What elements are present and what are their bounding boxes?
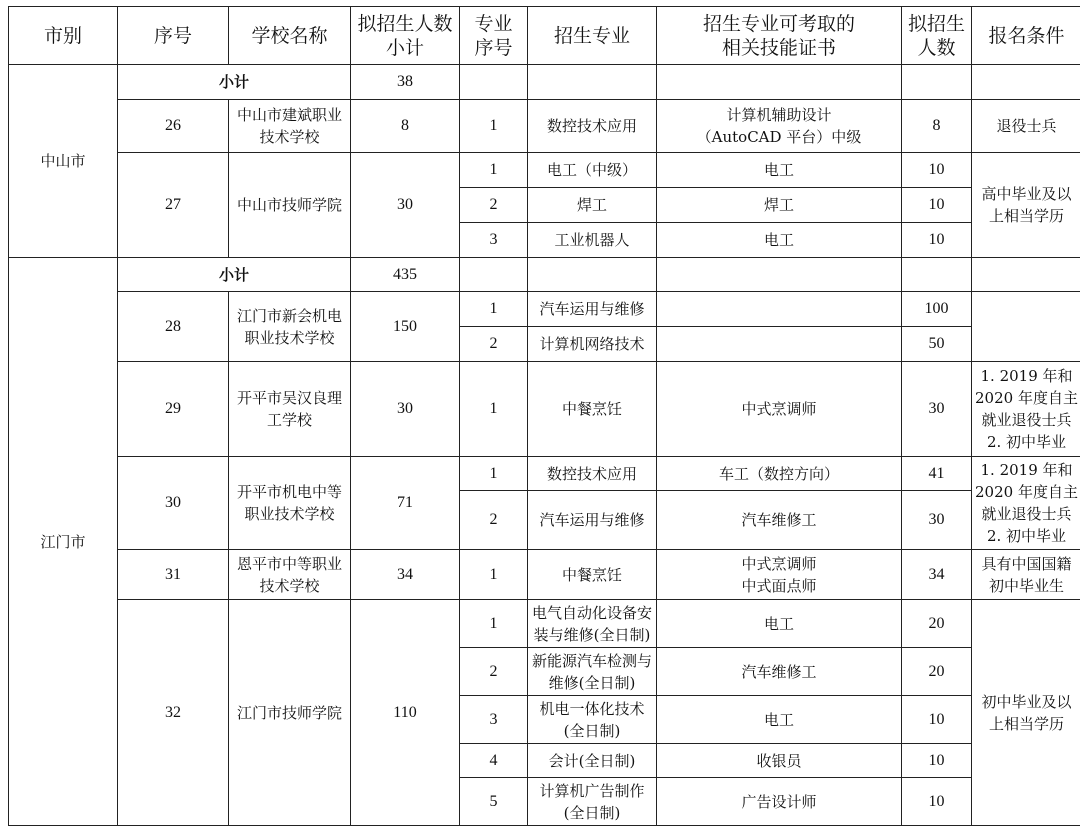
table-row <box>9 457 1080 491</box>
plan-cell: 41 <box>902 457 972 491</box>
seq-cell: 30 <box>118 457 229 550</box>
plan-cell: 10 <box>902 188 972 223</box>
plan-cell: 20 <box>902 648 972 696</box>
major-no: 3 <box>460 696 528 744</box>
major-name: 电气自动化设备安 装与维修(全日制) <box>528 600 657 648</box>
cert-cell <box>657 327 902 362</box>
major-name: 汽车运用与维修 <box>528 491 657 550</box>
header-major-seq: 专业 序号 <box>460 7 528 65</box>
school-name: 江门市新会机电 职业技术学校 <box>229 292 351 362</box>
plan-cell: 10 <box>902 744 972 778</box>
seq-cell: 26 <box>118 100 229 153</box>
table-row <box>9 292 1080 327</box>
major-no: 2 <box>460 491 528 550</box>
plan-total: 110 <box>351 600 460 826</box>
cert-cell: 电工 <box>657 153 902 188</box>
plan-total: 30 <box>351 362 460 457</box>
seq-cell: 28 <box>118 292 229 362</box>
major-name: 汽车运用与维修 <box>528 292 657 327</box>
cert-cell: 焊工 <box>657 188 902 223</box>
major-no: 1 <box>460 100 528 153</box>
plan-cell: 30 <box>902 491 972 550</box>
major-name: 计算机广告制作 (全日制) <box>528 778 657 826</box>
major-name: 计算机网络技术 <box>528 327 657 362</box>
major-no: 2 <box>460 188 528 223</box>
major-no: 4 <box>460 744 528 778</box>
enrollment-table <box>8 6 1080 826</box>
plan-cell: 50 <box>902 327 972 362</box>
table-row <box>9 600 1080 648</box>
cert-cell: 收银员 <box>657 744 902 778</box>
major-name: 新能源汽车检测与 维修(全日制) <box>528 648 657 696</box>
plan-total: 30 <box>351 153 460 258</box>
plan-cell: 10 <box>902 153 972 188</box>
major-name: 数控技术应用 <box>528 457 657 491</box>
plan-cell: 10 <box>902 223 972 258</box>
condition-cell: 1. 2019 年和 2020 年度自主 就业退役士兵 2. 初中毕业 <box>972 362 1080 457</box>
major-no: 1 <box>460 600 528 648</box>
cert-cell <box>657 292 902 327</box>
header-school: 学校名称 <box>229 7 351 65</box>
condition-cell: 退役士兵 <box>972 100 1080 153</box>
condition-cell <box>972 292 1080 362</box>
subtotal-value: 435 <box>351 258 460 292</box>
cert-cell: 中式烹调师 中式面点师 <box>657 550 902 600</box>
cert-cell: 电工 <box>657 223 902 258</box>
header-major: 招生专业 <box>528 7 657 65</box>
cert-cell: 中式烹调师 <box>657 362 902 457</box>
major-name: 机电一体化技术 (全日制) <box>528 696 657 744</box>
major-name: 焊工 <box>528 188 657 223</box>
header-plan-total: 拟招生人数 小计 <box>351 7 460 65</box>
seq-cell: 31 <box>118 550 229 600</box>
seq-cell: 29 <box>118 362 229 457</box>
cert-cell: 汽车维修工 <box>657 491 902 550</box>
table-row <box>9 100 1080 153</box>
condition-cell: 1. 2019 年和 2020 年度自主 就业退役士兵 2. 初中毕业 <box>972 457 1080 550</box>
major-name: 电工（中级） <box>528 153 657 188</box>
major-name: 中餐烹饪 <box>528 550 657 600</box>
cert-cell: 电工 <box>657 600 902 648</box>
major-no: 1 <box>460 362 528 457</box>
major-name: 会计(全日制) <box>528 744 657 778</box>
condition-cell: 具有中国国籍 初中毕业生 <box>972 550 1080 600</box>
school-name: 中山市技师学院 <box>229 153 351 258</box>
major-no: 1 <box>460 550 528 600</box>
seq-cell: 32 <box>118 600 229 826</box>
cert-cell: 电工 <box>657 696 902 744</box>
plan-total: 150 <box>351 292 460 362</box>
subtotal-value: 38 <box>351 65 460 100</box>
subtotal-label: 小计 <box>118 258 351 292</box>
major-no: 1 <box>460 292 528 327</box>
table-row <box>9 153 1080 188</box>
header-cert: 招生专业可考取的 相关技能证书 <box>657 7 902 65</box>
major-no: 2 <box>460 327 528 362</box>
header-plan: 拟招生 人数 <box>902 7 972 65</box>
major-name: 工业机器人 <box>528 223 657 258</box>
school-name: 开平市吴汉良理 工学校 <box>229 362 351 457</box>
table-row <box>9 362 1080 457</box>
jiangmen-subtotal-row <box>9 258 1080 292</box>
plan-cell: 20 <box>902 600 972 648</box>
plan-cell: 100 <box>902 292 972 327</box>
cert-cell: 广告设计师 <box>657 778 902 826</box>
plan-cell: 10 <box>902 778 972 826</box>
plan-total: 71 <box>351 457 460 550</box>
cert-cell: 汽车维修工 <box>657 648 902 696</box>
table-row <box>9 550 1080 600</box>
school-name: 中山市建斌职业 技术学校 <box>229 100 351 153</box>
seq-cell: 27 <box>118 153 229 258</box>
major-name: 中餐烹饪 <box>528 362 657 457</box>
major-no: 3 <box>460 223 528 258</box>
cert-cell: 车工（数控方向） <box>657 457 902 491</box>
plan-cell: 34 <box>902 550 972 600</box>
condition-cell: 初中毕业及以 上相当学历 <box>972 600 1080 826</box>
major-no: 2 <box>460 648 528 696</box>
school-name: 开平市机电中等 职业技术学校 <box>229 457 351 550</box>
cert-cell: 计算机辅助设计 （AutoCAD 平台）中级 <box>657 100 902 153</box>
condition-cell: 高中毕业及以 上相当学历 <box>972 153 1080 258</box>
plan-cell: 8 <box>902 100 972 153</box>
header-condition: 报名条件 <box>972 7 1080 65</box>
zhongshan-subtotal-row <box>9 65 1080 100</box>
major-no: 1 <box>460 457 528 491</box>
school-name: 恩平市中等职业 技术学校 <box>229 550 351 600</box>
city-cell: 中山市 <box>9 65 118 258</box>
plan-total: 8 <box>351 100 460 153</box>
header-seq: 序号 <box>118 7 229 65</box>
plan-cell: 10 <box>902 696 972 744</box>
plan-total: 34 <box>351 550 460 600</box>
major-no: 1 <box>460 153 528 188</box>
header-row <box>9 7 1080 65</box>
school-name: 江门市技师学院 <box>229 600 351 826</box>
city-cell: 江门市 <box>9 258 118 826</box>
major-name: 数控技术应用 <box>528 100 657 153</box>
plan-cell: 30 <box>902 362 972 457</box>
header-city: 市别 <box>9 7 118 65</box>
subtotal-label: 小计 <box>118 65 351 100</box>
major-no: 5 <box>460 778 528 826</box>
